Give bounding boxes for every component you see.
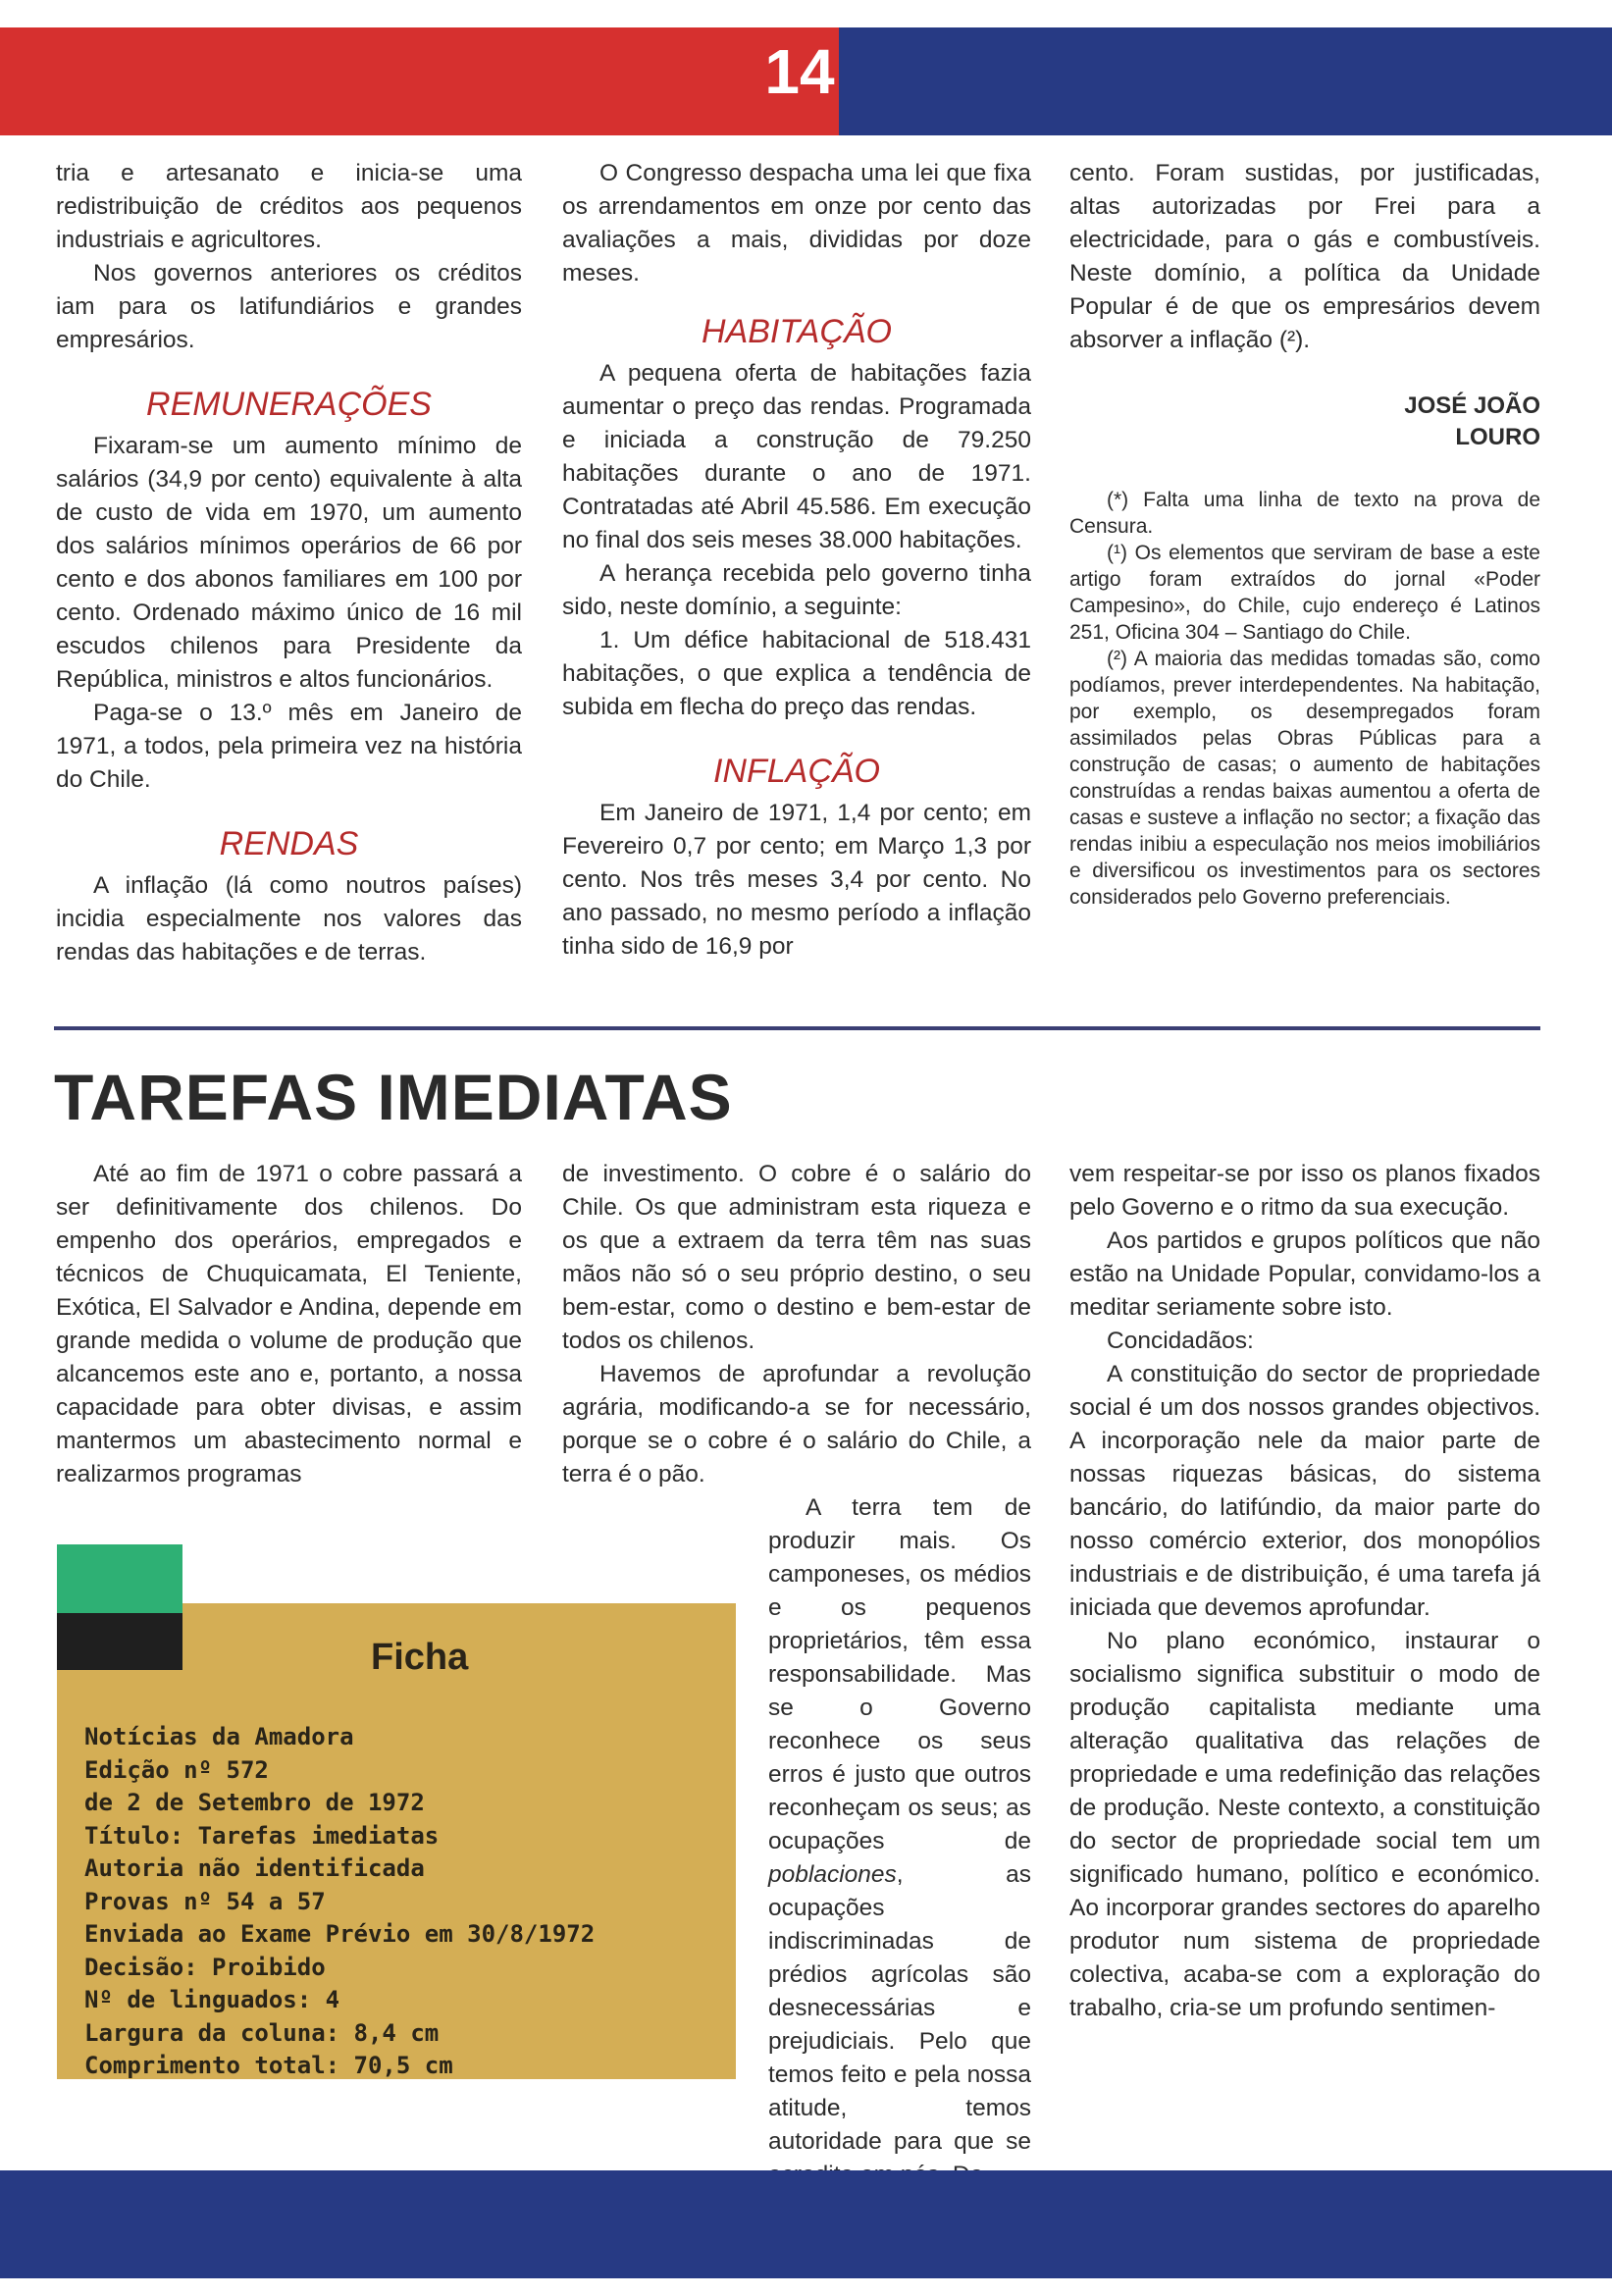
- paragraph: Aos partidos e grupos políticos que não estão na Unidade Popular, convidamo-los a meditar seriamente sobre isto.: [1069, 1227, 1540, 1321]
- ficha-line: Provas nº 54 a 57: [84, 1887, 326, 1915]
- header-blue-band: [839, 27, 1612, 135]
- section-heading-inflacao: INFLAÇÃO: [712, 753, 881, 790]
- top-column-3: [1069, 157, 1540, 911]
- paragraph: de investimento. O cobre é o salário do Chile. Os que administram esta riqueza e os que a extraem da terra têm nas suas mãos não só o seu próprio destino, o seu bem-estar, como o destino e bem-estar de todos os chilenos.: [562, 1161, 1031, 1354]
- paragraph: A pequena oferta de habitações fazia aumentar o preço das rendas. Programada e iniciada a construção de 79.250 habitações durante o ano de 1971. Contratadas até Abril 45.586. Em execução no final dos seis meses 38.000 habitações.: [562, 360, 1031, 553]
- ficha-line: Edição nº 572: [84, 1755, 269, 1784]
- bottom-column-2: [562, 1158, 1031, 1491]
- footnotes: [1069, 487, 1540, 911]
- page-footer-bar: [0, 2170, 1612, 2278]
- paragraph: Até ao fim de 1971 o cobre passará a ser definitivamente dos chilenos. Do empenho dos operários, empregados e técnicos de Chuquicamata, El Teniente, Exótica, El Salvador e Andina, depende em grande medida o volume de produção que alcancemos este ano e, portanto, a nossa capacidade para obter divisas, e assim mantermos um abastecimento normal e realizarmos programas: [56, 1161, 522, 1487]
- footnote: (¹) Os elementos que serviram de base a este artigo foram extraídos do jornal «Poder Campesino», do Chile, cujo endereço é Latinos 251, Oficina 304 – Santiago do Chile.: [1069, 542, 1540, 644]
- ficha-line: Nº de linguados: 4: [84, 1986, 340, 2013]
- italic-term: poblaciones: [768, 1861, 897, 1888]
- bottom-column-3: [1069, 1158, 1540, 2025]
- paragraph: A herança recebida pelo governo tinha sido, neste domínio, a seguinte:: [562, 560, 1031, 620]
- paragraph: Fixaram-se um aumento mínimo de salários (34,9 por cento) equivalente à alta de custo de vida em 1970, um aumento dos salários mínimos operários de 66 por cento e dos abonos familiares em 100 por cento. Ordenado máximo único de 16 mil escudos chilenos para Presidente da República, ministros e altos funcionários.: [56, 433, 522, 693]
- paragraph: Concidadãos:: [1107, 1328, 1254, 1354]
- section-divider: [54, 1026, 1540, 1030]
- paragraph: Nos governos anteriores os créditos iam para os latifundiários e grandes empresários.: [56, 260, 522, 353]
- paragraph-text-end: , as ocupações indiscriminadas de prédios agrícolas são desnecessárias e prejudiciais. Pelo que temos feito e pela nossa atitude, temos autoridade para que se: [768, 1861, 1031, 2155]
- paragraph: A inflação (lá como noutros países) incidia especialmente nos valores das rendas das habitações e de terras.: [56, 872, 522, 965]
- section-heading-habitacao: HABITAÇÃO: [702, 313, 892, 350]
- ficha-line: Notícias da Amadora: [84, 1723, 354, 1750]
- paragraph: A constituição do sector de propriedade social é um dos nossos grandes objectivos. A incorporação nele da maior parte de nossas riquezas básicas, do sistema bancário, do latifúndio, da maior parte do nosso comércio exterior, dos monopólios industriais e de distribuição, é uma tarefa já iniciada que devemos aprofundar.: [1069, 1361, 1540, 1621]
- ficha-box: [57, 1544, 736, 2079]
- author-name-line2: LOURO: [1455, 424, 1540, 450]
- paragraph: vem respeitar-se por isso os planos fixados pelo Governo e o ritmo da sua execução.: [1069, 1161, 1540, 1221]
- header-red-band: [0, 27, 839, 135]
- ficha-white-strip: [182, 1544, 736, 1603]
- ficha-line: Título: Tarefas imediatas: [84, 1821, 440, 1850]
- ficha-line: de 2 de Setembro de 1972: [84, 1789, 425, 1816]
- footnote: (*) Falta uma linha de texto na prova de Censura.: [1069, 489, 1540, 538]
- paragraph: tria e artesanato e inicia-se uma redistribuição de créditos aos pequenos industriais e agricultores.: [56, 160, 522, 253]
- ficha-line: Autoria não identificada: [84, 1854, 425, 1882]
- section-heading-rendas: RENDAS: [219, 825, 359, 862]
- author-signature: [1069, 391, 1540, 453]
- bottom-column-2-narrow: [768, 1491, 1031, 2192]
- ficha-details: [84, 1721, 595, 2083]
- paragraph: [768, 1491, 1031, 2192]
- paragraph-text-start: A terra tem de produzir mais. Os camponeses, os médios e os pequenos proprietários, têm essa responsabilidade. Mas se o Governo reconhece os seus erros é justo que outros reconheçam os seus; as ocupações de: [768, 1494, 1031, 1854]
- section-heading-remuneracoes: REMUNERAÇÕES: [146, 386, 432, 423]
- paragraph: Paga-se o 13.º mês em Janeiro de 1971, a todos, pela primeira vez na história do Chile.: [56, 700, 522, 793]
- article-headline: TAREFAS IMEDIATAS: [54, 1061, 733, 1133]
- ficha-line: Largura da coluna: 8,4 cm: [84, 2018, 440, 2047]
- footnote: (²) A maioria das medidas tomadas são, como podíamos, prever interdependentes. Na habitação, por exemplo, os desempregados foram assimilados pelas Obras Públicas para a construção de casas; o aumento de habitações construídas a rendas baixas aumentou a oferta de casas e susteve a inflação no sector; a fixação das rendas inibiu a especulação nos meios imobiliários e diversificou os investimentos para os sectores considerados pelo Governo preferenciais.: [1069, 648, 1540, 909]
- top-column-1: [56, 157, 522, 969]
- page-number: 14: [764, 36, 835, 107]
- paragraph: No plano económico, instaurar o socialismo significa substituir o modo de produção capitalista mediante uma alteração qualitativa das relações de propriedade e uma redefinição das relações de produção. Neste contexto, a constituição do sector de propriedade social tem um significado humano, político e económico. Ao incorporar grandes sectores do aparelho produtor num sistema de propriedade colectiva, acaba-se com a exploração do trabalho, cria-se um profundo sentimen-: [1069, 1628, 1540, 2021]
- paragraph: Havemos de aprofundar a revolução agrária, modificando-a se for necessário, porque se o cobre é o salário do Chile, a terra é o pão.: [562, 1361, 1031, 1487]
- author-name-line1: JOSÉ JOÃO: [1404, 392, 1540, 419]
- ficha-title: Ficha: [371, 1637, 469, 1678]
- ficha-line: Comprimento total: 70,5 cm: [84, 2052, 453, 2079]
- paragraph: cento. Foram sustidas, por justificadas, altas autorizadas por Frei para a electricidade, para o gás e combustíveis. Neste domínio, a política da Unidade Popular é de que os empresários devem absorver a inflação (²).: [1069, 160, 1540, 353]
- paragraph: O Congresso despacha uma lei que fixa os arrendamentos em onze por cento das avaliações a mais, divididas por doze meses.: [562, 160, 1031, 287]
- bottom-column-1: [56, 1158, 522, 1491]
- paragraph: Em Janeiro de 1971, 1,4 por cento; em Fevereiro 0,7 por cento; em Março 1,3 por cento. Nos três meses 3,4 por cento. No ano passado, no mesmo período a inflação tinha sido de 16,9 por: [562, 800, 1031, 960]
- paragraph: 1. Um défice habitacional de 518.431 habitações, o que explica a tendência de subida em flecha do preço das rendas.: [562, 627, 1031, 720]
- top-column-2: [562, 157, 1031, 964]
- ficha-dark-tab: [57, 1613, 182, 1670]
- ficha-line: Enviada ao Exame Prévio em 30/8/1972: [84, 1920, 596, 1948]
- ficha-line: Decisão: Proibido: [84, 1953, 326, 1981]
